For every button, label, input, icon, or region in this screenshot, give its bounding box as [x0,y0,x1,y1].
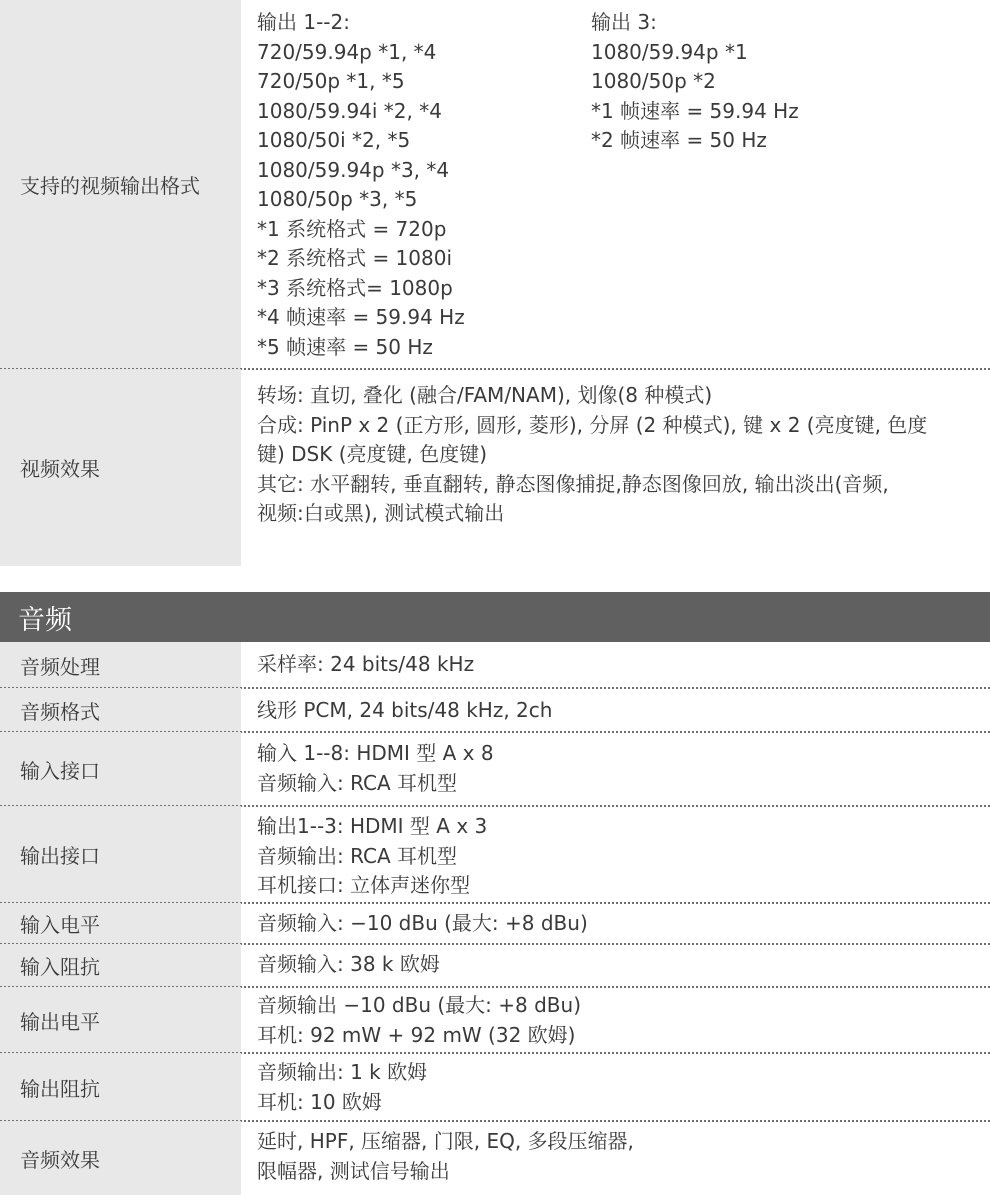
spec-line: 视频:白或黑), 测试模式输出 [257,501,505,525]
spec-label: 音频格式 [0,688,241,732]
spec-value [241,0,990,369]
spec-value [241,944,990,987]
spec-line: 其它: 水平翻转, 垂直翻转, 静态图像捕捉,静态图像回放, 输出淡出(音频, [257,471,889,496]
spec-value [241,369,990,566]
spec-label: 音频处理 [0,642,241,688]
spec-line: *2 帧速率 = 50 Hz [591,128,767,152]
spec-label: 视频效果 [0,369,241,566]
spec-line: 耳机: 10 欧姆 [257,1089,382,1114]
audio-spec-table [0,642,990,1195]
spec-line: 输出 1--2: [257,10,350,34]
spec-label: 输出阻抗 [0,1053,241,1121]
spec-row-audio-format [0,688,990,732]
spec-line: 音频输出 −10 dBu (最大: +8 dBu) [257,993,582,1017]
spec-row-output-impedance [0,1053,990,1121]
spec-value [241,688,990,732]
spec-line: 1080/50i *2, *5 [257,128,411,152]
spec-line: 转场: 直切, 叠化 (融合/FAM/NAM), 划像(8 种模式) [257,383,713,407]
spec-value [241,642,990,688]
spec-label: 输出接口 [0,806,241,903]
spec-line: 输出 3: [591,10,657,34]
spec-line: 限幅器, 测试信号输出 [257,1158,450,1183]
spec-label: 输入电平 [0,903,241,944]
spec-line: 音频输入: RCA 耳机型 [257,770,457,795]
spec-value [241,806,990,903]
spec-line: 1080/59.94p *1 [591,39,748,64]
spec-row-audio-effects [0,1121,990,1195]
section-title: 音频 [18,604,72,636]
spec-line: 输入 1--8: HDMI 型 A x 8 [257,741,494,765]
spec-line: *4 帧速率 = 59.94 Hz [257,305,465,329]
spec-row-input-ports [0,732,990,806]
spec-line: 1080/59.94p *3, *4 [257,157,450,182]
spec-line: 耳机接口: 立体声迷你型 [257,873,471,897]
spec-row-output-ports [0,806,990,903]
spec-line: 延时, HPF, 压缩器, 门限, EQ, 多段压缩器, [257,1129,634,1153]
spec-line: 720/59.94p *1, *4 [257,39,437,64]
spec-row-audio-processing [0,642,990,688]
spec-value [241,1053,990,1121]
spec-line: 合成: PinP x 2 (正方形, 圆形, 菱形), 分屏 (2 种模式), 键 x 2 (亮度键, 色度 [257,412,928,437]
spec-row-video-formats [0,0,990,369]
spec-line: 输出1--3: HDMI 型 A x 3 [257,814,488,838]
spec-row-input-level [0,903,990,944]
spec-line: 线形 PCM, 24 bits/48 kHz, 2ch [257,698,553,722]
spec-line: *2 系统格式 = 1080i [257,246,453,270]
spec-row-output-level [0,987,990,1053]
spec-line: 键) DSK (亮度键, 色度键) [257,442,488,466]
spec-value [241,1121,990,1195]
spec-line: 720/50p *1, *5 [257,69,405,93]
spec-line: 音频输出: RCA 耳机型 [257,843,457,868]
spec-value [241,903,990,944]
spec-label: 音频效果 [0,1121,241,1195]
spec-line: *1 系统格式 = 720p [257,216,447,241]
video-spec-table [0,0,990,566]
spec-row-input-impedance [0,944,990,987]
spec-row-video-effects [0,369,990,566]
spec-label: 支持的视频输出格式 [0,0,241,369]
spec-label: 输出电平 [0,987,241,1053]
section-header-audio [0,592,990,642]
spec-line: 1080/59.94i *2, *4 [257,98,442,123]
spec-line: *3 系统格式= 1080p [257,275,453,300]
spec-label: 输入阻抗 [0,944,241,987]
spec-value [241,987,990,1053]
spec-line: 采样率: 24 bits/48 kHz [257,652,475,676]
spec-line: 1080/50p *2 [591,69,716,93]
formats-column-2 [591,8,799,362]
spec-value [241,732,990,806]
spec-line: 音频输出: 1 k 欧姆 [257,1060,428,1084]
formats-column-1 [257,8,591,362]
spec-line: 音频输入: −10 dBu (最大: +8 dBu) [257,911,588,935]
spec-line: 音频输入: 38 k 欧姆 [257,952,440,976]
spec-line: *1 帧速率 = 59.94 Hz [591,98,799,123]
spec-line: 1080/50p *3, *5 [257,187,418,211]
spec-line: *5 帧速率 = 50 Hz [257,334,433,359]
spec-label: 输入接口 [0,732,241,806]
spec-line: 耳机: 92 mW + 92 mW (32 欧姆) [257,1022,576,1047]
